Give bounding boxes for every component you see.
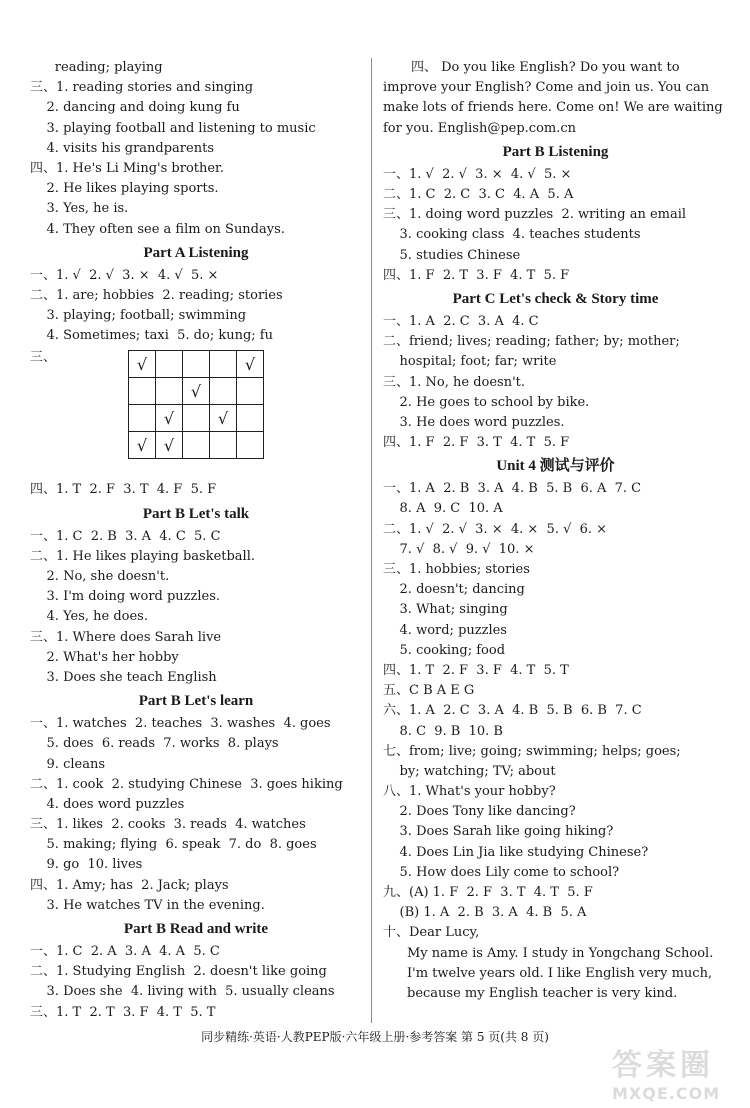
answer-line: 十、Dear Lucy, (383, 925, 480, 941)
answer-line: 一、1. A 2. C 3. A 4. C (383, 313, 539, 329)
answer-line: 2. No, she doesn't. (30, 569, 170, 584)
answer-line: 4. They often see a film on Sundays. (30, 221, 285, 237)
answer-line: 5. cooking; food (383, 642, 506, 658)
answer-line: 四、1. F 2. F 3. T 4. T 5. F (383, 435, 570, 451)
answer-grid-cell (237, 432, 264, 459)
right-column (383, 58, 728, 1004)
answer-line: 二、1. C 2. C 3. C 4. A 5. A (383, 187, 574, 202)
answer-grid-cell (210, 351, 237, 378)
answer-line: 三、1. Where does Sarah live (30, 629, 222, 645)
answer-line: 五、C B A E G (383, 683, 475, 699)
answer-line: 二、1. He likes playing basketball. (30, 548, 256, 564)
answer-grid-cell: √ (156, 405, 183, 432)
answer-grid-label: 三、 (30, 350, 57, 366)
answer-grid-row (129, 351, 264, 378)
answer-grid-cell: √ (129, 432, 156, 459)
answer-line: 2. doesn't; dancing (383, 582, 525, 598)
answer-line: 一、1. C 2. A 3. A 4. A 5. C (30, 944, 220, 959)
answer-line: 9. go 10. lives (30, 857, 143, 873)
section-heading: Unit 4 测试与评价 (496, 458, 615, 475)
answer-line: 3. playing; football; swimming (30, 308, 247, 324)
answer-grid-block (30, 346, 362, 480)
answer-line: 4. word; puzzles (383, 622, 507, 638)
answer-line: 4. Yes, he does. (30, 609, 148, 625)
answer-grid-row (129, 432, 264, 459)
answer-line: 7. √ 8. √ 9. √ 10. × (383, 541, 535, 557)
answer-grid-cell (129, 378, 156, 405)
answer-line: 4. Does Lin Jia like studying Chinese? (383, 844, 649, 860)
answer-grid-cell (156, 351, 183, 378)
answer-line: 2. What's her hobby (30, 649, 179, 665)
answer-grid-cell (129, 405, 156, 432)
answer-line: 二、friend; lives; reading; father; by; mother; (383, 334, 680, 350)
left-column (30, 58, 362, 1023)
column-divider (371, 58, 372, 1023)
answer-line: 三、1. No, he doesn't. (383, 374, 526, 390)
answer-line: by; watching; TV; about (383, 763, 556, 779)
answer-line: 3. He watches TV in the evening. (30, 897, 265, 913)
answer-line: 一、1. A 2. B 3. A 4. B 5. B 6. A 7. C (383, 481, 642, 497)
section-heading: Part B Listening (502, 143, 609, 160)
answer-line: 2. Does Tony like dancing? (383, 804, 576, 820)
answer-line: 九、(A) 1. F 2. F 3. T 4. T 5. F (383, 885, 593, 900)
answer-grid-cell: √ (237, 351, 264, 378)
answer-line: 四、1. T 2. F 3. F 4. T 5. T (383, 662, 569, 678)
answer-line: 3. Does she teach English (30, 669, 217, 685)
answer-line: 四、1. F 2. T 3. F 4. T 5. F (383, 267, 570, 283)
answer-paragraph: My name is Amy. I study in Yongchang School. I'm twelve years old. I like English very much, because my English teacher is very kind. (407, 945, 714, 1001)
section-heading: Part A Listening (143, 244, 249, 261)
answer-line: reading; playing (30, 60, 163, 75)
answer-line: 三、1. T 2. T 3. F 4. T 5. T (30, 1004, 216, 1020)
answer-grid-cell (183, 351, 210, 378)
answer-line: 8. A 9. C 10. A (383, 501, 503, 517)
answer-line: 3. Does Sarah like going hiking? (383, 824, 614, 840)
answer-line: 一、1. watches 2. teaches 3. washes 4. goes (30, 716, 331, 732)
answer-line: 一、1. √ 2. √ 3. × 4. √ 5. × (30, 267, 219, 283)
answer-grid-cell: √ (210, 405, 237, 432)
answer-line: 4. does word puzzles (30, 796, 185, 812)
answer-grid-cell (156, 378, 183, 405)
answer-line: 5. making; flying 6. speak 7. do 8. goes (30, 837, 317, 853)
answer-grid-cell: √ (156, 432, 183, 459)
answer-line: 一、1. √ 2. √ 3. × 4. √ 5. × (383, 166, 572, 182)
page-footer: 同步精练·英语·人教PEP版·六年级上册·参考答案 第 5 页(共 8 页) (201, 1030, 549, 1044)
section-heading: Part B Let's talk (142, 505, 250, 522)
answer-line: 2. He likes playing sports. (30, 181, 219, 197)
answer-line: 2. He goes to school by bike. (383, 394, 590, 410)
answer-line: 八、1. What's your hobby? (383, 784, 556, 800)
answer-line: 三、1. likes 2. cooks 3. reads 4. watches (30, 817, 306, 833)
answer-grid-cell (237, 378, 264, 405)
answer-line: hospital; foot; far; write (383, 354, 557, 370)
answer-line: 2. dancing and doing kung fu (30, 100, 240, 116)
answer-line: 四、1. Amy; has 2. Jack; plays (30, 877, 229, 893)
answer-line: 四、1. T 2. F 3. T 4. F 5. F (30, 482, 217, 498)
answer-line: 5. studies Chinese (383, 247, 521, 263)
watermark-text-top: 答案圈 (612, 1048, 714, 1083)
answer-grid-row (129, 378, 264, 405)
answer-line: 3. What; singing (383, 602, 508, 618)
answer-line: 二、1. Studying English 2. doesn't like going (30, 964, 327, 980)
answer-line: 二、1. √ 2. √ 3. × 4. × 5. √ 6. × (383, 521, 608, 537)
answer-line: 二、1. are; hobbies 2. reading; stories (30, 287, 283, 303)
answer-grid-cell: √ (183, 378, 210, 405)
answer-line: 3. cooking class 4. teaches students (383, 227, 641, 243)
answer-grid-cell (183, 432, 210, 459)
answer-line: 5. does 6. reads 7. works 8. plays (30, 736, 279, 752)
answer-grid-cell (237, 405, 264, 432)
answer-line: 三、1. hobbies; stories (383, 562, 530, 577)
section-heading: Part B Let's learn (138, 693, 254, 710)
answer-line: 9. cleans (30, 756, 105, 772)
answer-line: 4. visits his grandparents (30, 140, 214, 156)
watermark-logo (612, 1040, 742, 1103)
answer-line: 七、from; live; going; swimming; helps; goes; (383, 743, 681, 759)
answer-grid-cell (210, 432, 237, 459)
answer-line: 六、1. A 2. C 3. A 4. B 5. B 6. B 7. C (383, 703, 642, 719)
answer-line: 8. C 9. B 10. B (383, 723, 503, 739)
answer-line: 3. I'm doing word puzzles. (30, 589, 221, 605)
answer-line: 3. playing football and listening to music (30, 120, 316, 136)
answer-grid-cell (183, 405, 210, 432)
answer-line: 二、1. cook 2. studying Chinese 3. goes hiking (30, 776, 343, 792)
answer-grid-cell: √ (129, 351, 156, 378)
answer-line: 5. How does Lily come to school? (383, 864, 620, 880)
answer-line: 3. Yes, he is. (30, 201, 129, 217)
answer-line: 3. He does word puzzles. (383, 414, 565, 430)
answer-line: 一、1. C 2. B 3. A 4. C 5. C (30, 528, 221, 544)
answer-paragraph: 四、 Do you like English? Do you want to improve your English? Come and join us. You can make lots of friends here. Come on! We are waiting for you. English@pep.com.cn (383, 60, 723, 136)
answer-grid (128, 350, 264, 459)
answer-grid-cell (210, 378, 237, 405)
section-heading: Part C Let's check & Story time (452, 290, 659, 307)
answer-line: 3. Does she 4. living with 5. usually cleans (30, 984, 335, 1000)
watermark-text-bottom: MXQE.COM (612, 1084, 721, 1103)
answer-grid-row (129, 405, 264, 432)
answer-line: 三、1. doing word puzzles 2. writing an email (383, 207, 687, 223)
answer-line: 四、1. He's Li Ming's brother. (30, 160, 224, 176)
answer-line: (B) 1. A 2. B 3. A 4. B 5. A (383, 905, 587, 921)
answer-line: 三、1. reading stories and singing (30, 80, 254, 96)
section-heading: Part B Read and write (123, 921, 269, 937)
answer-line: 4. Sometimes; taxi 5. do; kung; fu (30, 328, 273, 344)
